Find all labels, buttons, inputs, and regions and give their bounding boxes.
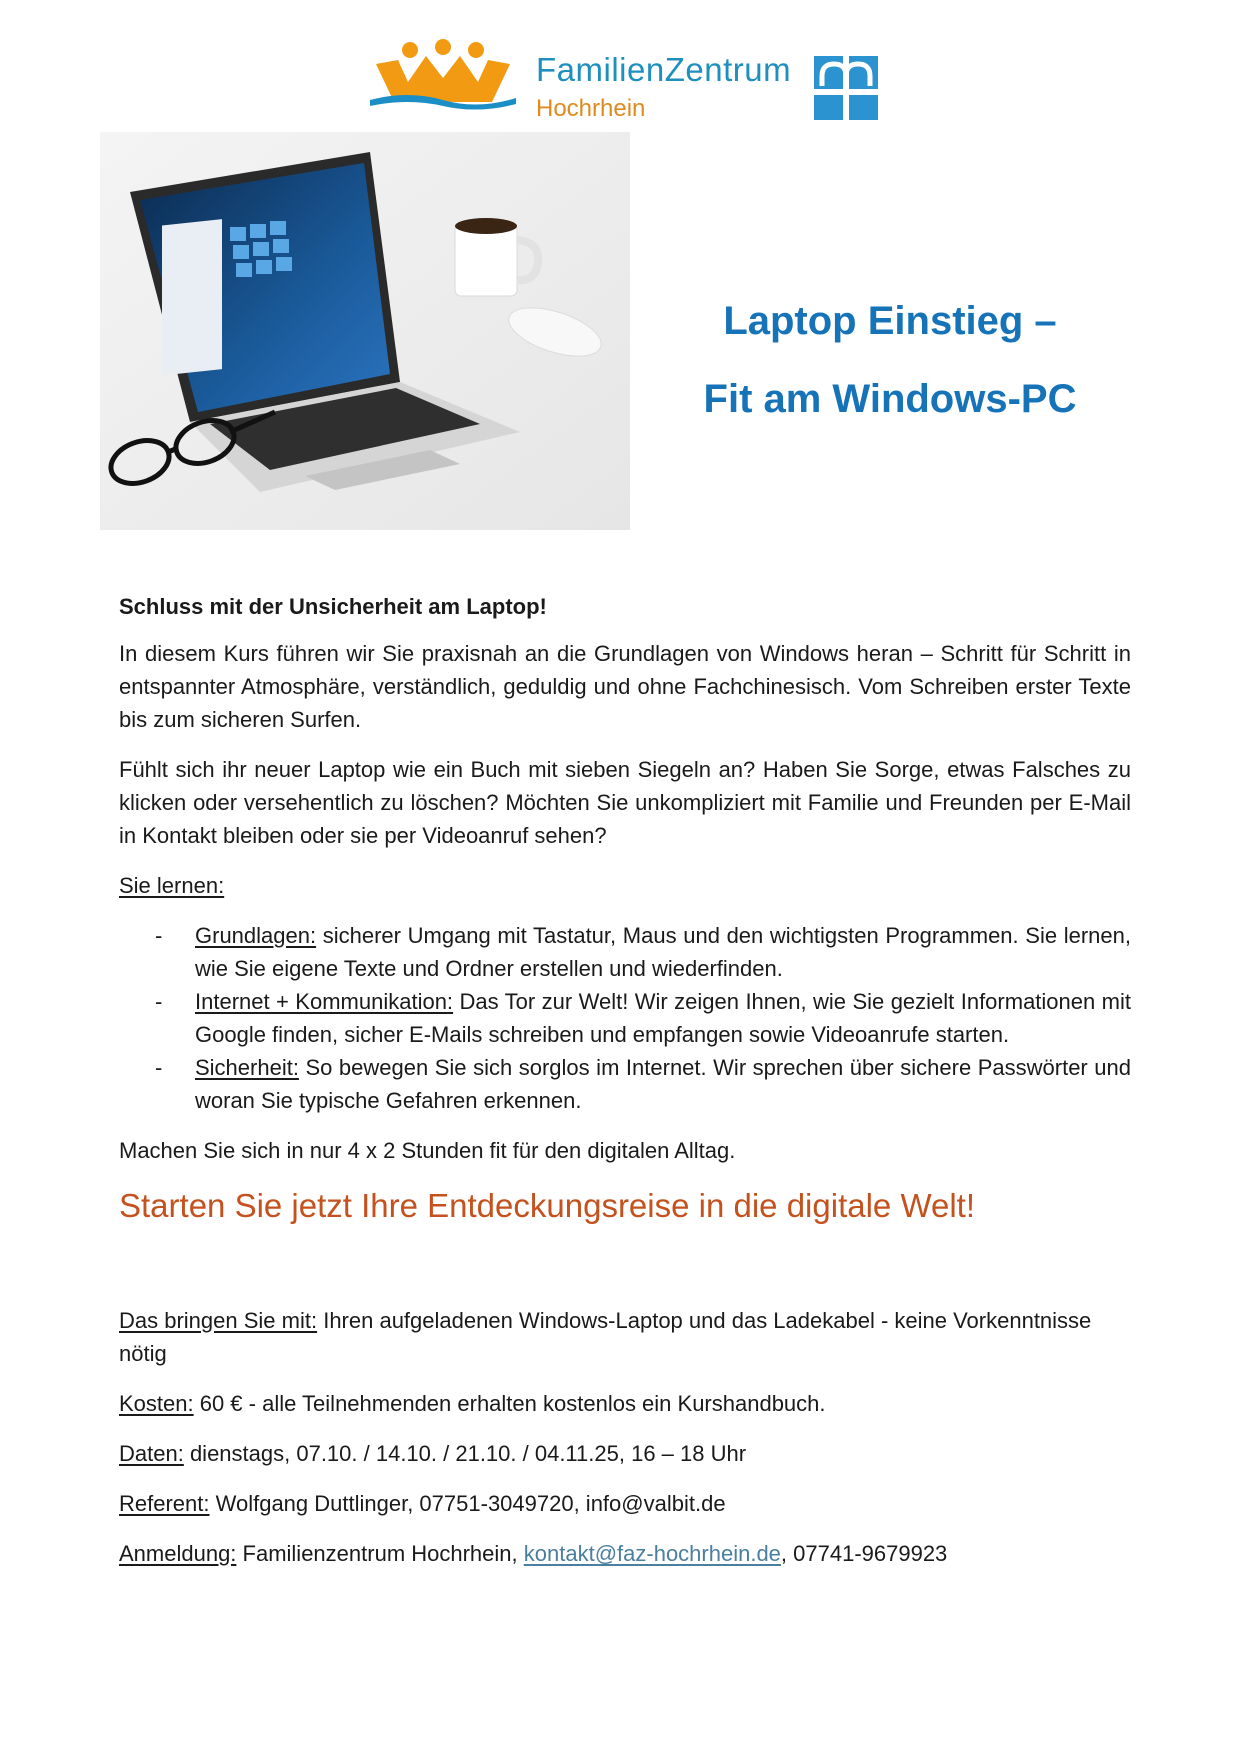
dates-text: dienstags, 07.10. / 14.10. / 21.10. / 04.11.25, 16 – 18 Uhr	[183, 1441, 747, 1466]
registration-text: Familienzentrum Hochrhein,	[236, 1541, 524, 1566]
cost-info	[119, 1387, 1131, 1420]
list-item	[119, 1051, 1131, 1117]
list-dash: -	[155, 989, 163, 1014]
org-location: Hochrhein	[536, 95, 646, 122]
bring-info	[119, 1304, 1131, 1370]
org-name: FamilienZentrum	[536, 51, 792, 88]
laptop-photo	[100, 132, 630, 530]
course-title-line1: Laptop Einstieg –	[723, 299, 1057, 343]
family-logo-icon	[368, 38, 518, 114]
bring-label: Das bringen Sie mit:	[119, 1308, 318, 1333]
list-item-text: So bewegen Sie sich sorglos im Internet. Wir sprechen über sichere Passwörter und woran Sie typische Gefahren erkennen.	[195, 1055, 1131, 1113]
speaker-text: Wolfgang Duttlinger, 07751-3049720, info@valbit.de	[209, 1491, 726, 1516]
registration-phone: , 07741-9679923	[780, 1541, 948, 1566]
question-paragraph: Fühlt sich ihr neuer Laptop wie ein Buch mit sieben Siegeln an? Haben Sie Sorge, etwas Falsches zu klicken oder versehentlich zu löschen? Möchten Sie unkompliziert mit Familie und Freunden per E-Mail in Kontakt bleiben oder sie per Videoanruf sehen?	[119, 757, 1131, 848]
intro-paragraph: In diesem Kurs führen wir Sie praxisnah an die Grundlagen von Windows heran – Schritt für Schritt in entspannter Atmosphäre, verständlich, geduldig und ohne Fachchinesisch. Vom Schreiben erster Texte bis zum sicheren Surfen.	[119, 641, 1131, 732]
spacer	[119, 1228, 1131, 1304]
main-content	[119, 590, 1131, 1587]
call-to-action: Starten Sie jetzt Ihre Entdeckungsreise in die digitale Welt!	[119, 1187, 976, 1224]
list-dash: -	[155, 923, 163, 948]
list-item	[119, 919, 1131, 985]
list-item-label: Internet + Kommunikation:	[195, 989, 454, 1014]
speaker-info	[119, 1487, 1131, 1520]
list-item-text: sicherer Umgang mit Tastatur, Maus und den wichtigsten Programmen. Sie lernen, wie Sie eigene Texte und Ordner erstellen und wiederfinden.	[195, 923, 1131, 981]
learn-heading	[119, 869, 1131, 902]
bring-text: Ihren aufgeladenen Windows-Laptop und das Ladekabel - keine Vorkenntnisse nötig	[119, 1308, 1092, 1366]
dates-label: Daten:	[119, 1441, 184, 1466]
course-title	[660, 282, 1120, 438]
church-cross-icon	[814, 56, 878, 120]
list-item	[119, 985, 1131, 1051]
registration-label: Anmeldung:	[119, 1541, 237, 1566]
registration-info	[119, 1537, 1131, 1570]
list-item-text: Das Tor zur Welt! Wir zeigen Ihnen, wie Sie gezielt Informationen mit Google finden, sicher E-Mails schreiben und empfangen sowie Videoanrufe starten.	[195, 989, 1132, 1047]
course-title-line2: Fit am Windows-PC	[703, 377, 1077, 421]
registration-email-link[interactable]: kontakt@faz-hochrhein.de	[523, 1541, 781, 1566]
learn-heading-text: Sie lernen:	[119, 873, 225, 898]
dates-info	[119, 1437, 1131, 1470]
learn-list	[119, 919, 1131, 1117]
list-dash: -	[155, 1055, 163, 1080]
lead-heading: Schluss mit der Unsicherheit am Laptop!	[119, 594, 547, 619]
org-logo-text	[536, 50, 791, 124]
cost-label: Kosten:	[119, 1391, 194, 1416]
list-item-label: Grundlagen:	[195, 923, 317, 948]
list-item-label: Sicherheit:	[195, 1055, 299, 1080]
summary-text: Machen Sie sich in nur 4 x 2 Stunden fit für den digitalen Alltag.	[119, 1138, 736, 1163]
speaker-label: Referent:	[119, 1491, 210, 1516]
cost-text: 60 € - alle Teilnehmenden erhalten kostenlos ein Kurshandbuch.	[193, 1391, 826, 1416]
